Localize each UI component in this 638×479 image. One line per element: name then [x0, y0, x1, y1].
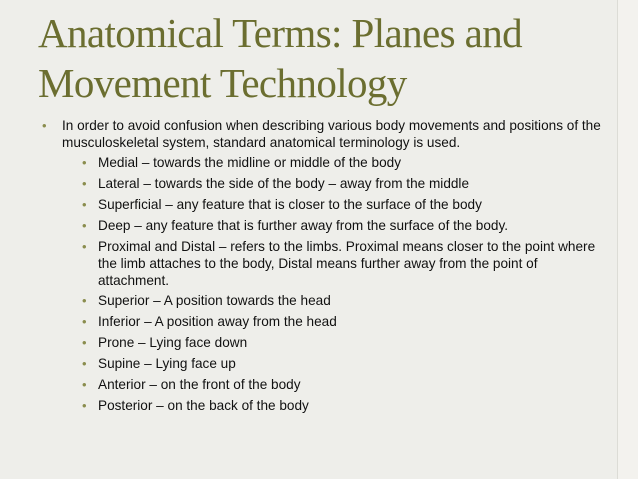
bullet-icon: • [82, 238, 87, 254]
intro-text: In order to avoid confusion when describing various body movements and positions of the musculoskeletal system, standard anatomical terminology is used. [62, 118, 601, 150]
term-text: Lateral – towards the side of the body – away from the middle [98, 175, 470, 191]
term-item [82, 154, 602, 171]
term-item [82, 376, 602, 393]
term-item [82, 313, 602, 330]
term-text: Superficial – any feature that is closer to the surface of the body [98, 196, 482, 212]
term-text: Anterior – on the front of the body [98, 377, 301, 393]
slide-title: Anatomical Terms: Planes and Movement Technology [38, 10, 522, 106]
bullet-icon: • [82, 155, 87, 170]
terms-list [62, 154, 602, 414]
term-text: Inferior – A position away from the head [98, 314, 337, 330]
term-item [82, 217, 602, 234]
bullet-icon: • [82, 196, 87, 212]
slide-right-edge [617, 0, 638, 479]
bullet-icon: • [82, 175, 87, 191]
bullet-icon: • [82, 377, 87, 393]
intro-bullet [42, 117, 602, 414]
term-text: Posterior – on the back of the body [98, 397, 309, 413]
term-text: Prone – Lying face down [98, 335, 248, 351]
term-item [82, 355, 602, 372]
bullet-icon: • [82, 293, 87, 309]
bullet-icon: • [82, 314, 87, 330]
slide-body [42, 117, 602, 418]
bullet-icon: • [82, 217, 87, 233]
term-item [82, 238, 602, 289]
term-item [82, 334, 602, 351]
bullet-list [42, 117, 602, 414]
term-text: Proximal and Distal – refers to the limbs. Proximal means closer to the point where the limb attaches to the body, Distal means further away from the point of attachment. [98, 238, 596, 288]
term-text: Deep – any feature that is further away from the surface of the body. [98, 217, 509, 233]
term-text: Medial – towards the midline or middle of the body [98, 155, 401, 170]
bullet-icon: • [82, 335, 87, 351]
term-text: Superior – A position towards the head [98, 293, 331, 309]
term-item [82, 196, 602, 213]
bullet-icon: • [42, 118, 47, 133]
term-item [82, 397, 602, 414]
term-text: Supine – Lying face up [98, 356, 236, 372]
term-item [82, 292, 602, 309]
bullet-icon: • [82, 356, 87, 372]
term-item [82, 175, 602, 192]
bullet-icon: • [82, 397, 87, 413]
